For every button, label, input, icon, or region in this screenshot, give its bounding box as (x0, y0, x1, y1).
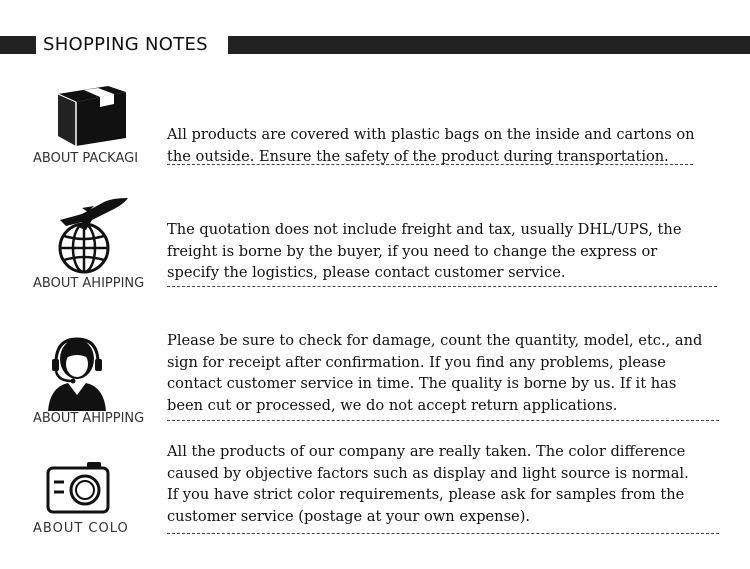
note-line: contact customer service in time. The quality is borne by us. If it has (167, 375, 677, 392)
note-line: If you have strict color requirements, please ask for samples from the (167, 486, 685, 503)
note-line: customer service (postage at your own expense). (167, 507, 531, 525)
note-line: All the products of our company are really taken. The color difference (167, 443, 686, 460)
dashed-divider (167, 420, 719, 421)
note-caption: ABOUT AHIPPING (33, 411, 145, 426)
note-line: the outside. Ensure the safety of the product during transportation. (167, 147, 669, 165)
package-box-icon (54, 82, 130, 148)
dashed-divider (167, 164, 693, 165)
note-line: All products are covered with plastic bags on the inside and cartons on (167, 126, 695, 143)
note-line: specify the logistics, please contact customer service. (167, 264, 566, 281)
note-line: been cut or processed, we do not accept return applications. (167, 396, 618, 414)
note-line: The quotation does not include freight and tax, usually DHL/UPS, the (167, 221, 682, 238)
note-line: caused by objective factors such as display and light source is normal. (167, 464, 689, 482)
dashed-divider (167, 533, 719, 534)
note-text (167, 219, 727, 284)
customer-service-headset-icon (46, 337, 108, 411)
note-text (167, 124, 727, 167)
note-line: Please be sure to check for damage, count the quantity, model, etc., and (167, 332, 703, 349)
note-text (167, 330, 727, 416)
camera-icon (45, 460, 111, 514)
header-bar-right (228, 36, 750, 54)
note-line: freight is borne by the buyer, if you need to change the express or (167, 242, 658, 260)
note-caption: ABOUT AHIPPING (33, 276, 145, 291)
airplane-globe-icon (52, 194, 132, 274)
note-line: sign for receipt after confirmation. If you find any problems, please (167, 353, 666, 371)
note-caption: ABOUT PACKAGI (33, 151, 139, 166)
header-bar-left (0, 36, 36, 54)
note-caption: ABOUT COLO (33, 521, 129, 536)
page-title: SHOPPING NOTES (43, 34, 208, 55)
note-text (167, 441, 727, 527)
dashed-divider (167, 286, 717, 287)
